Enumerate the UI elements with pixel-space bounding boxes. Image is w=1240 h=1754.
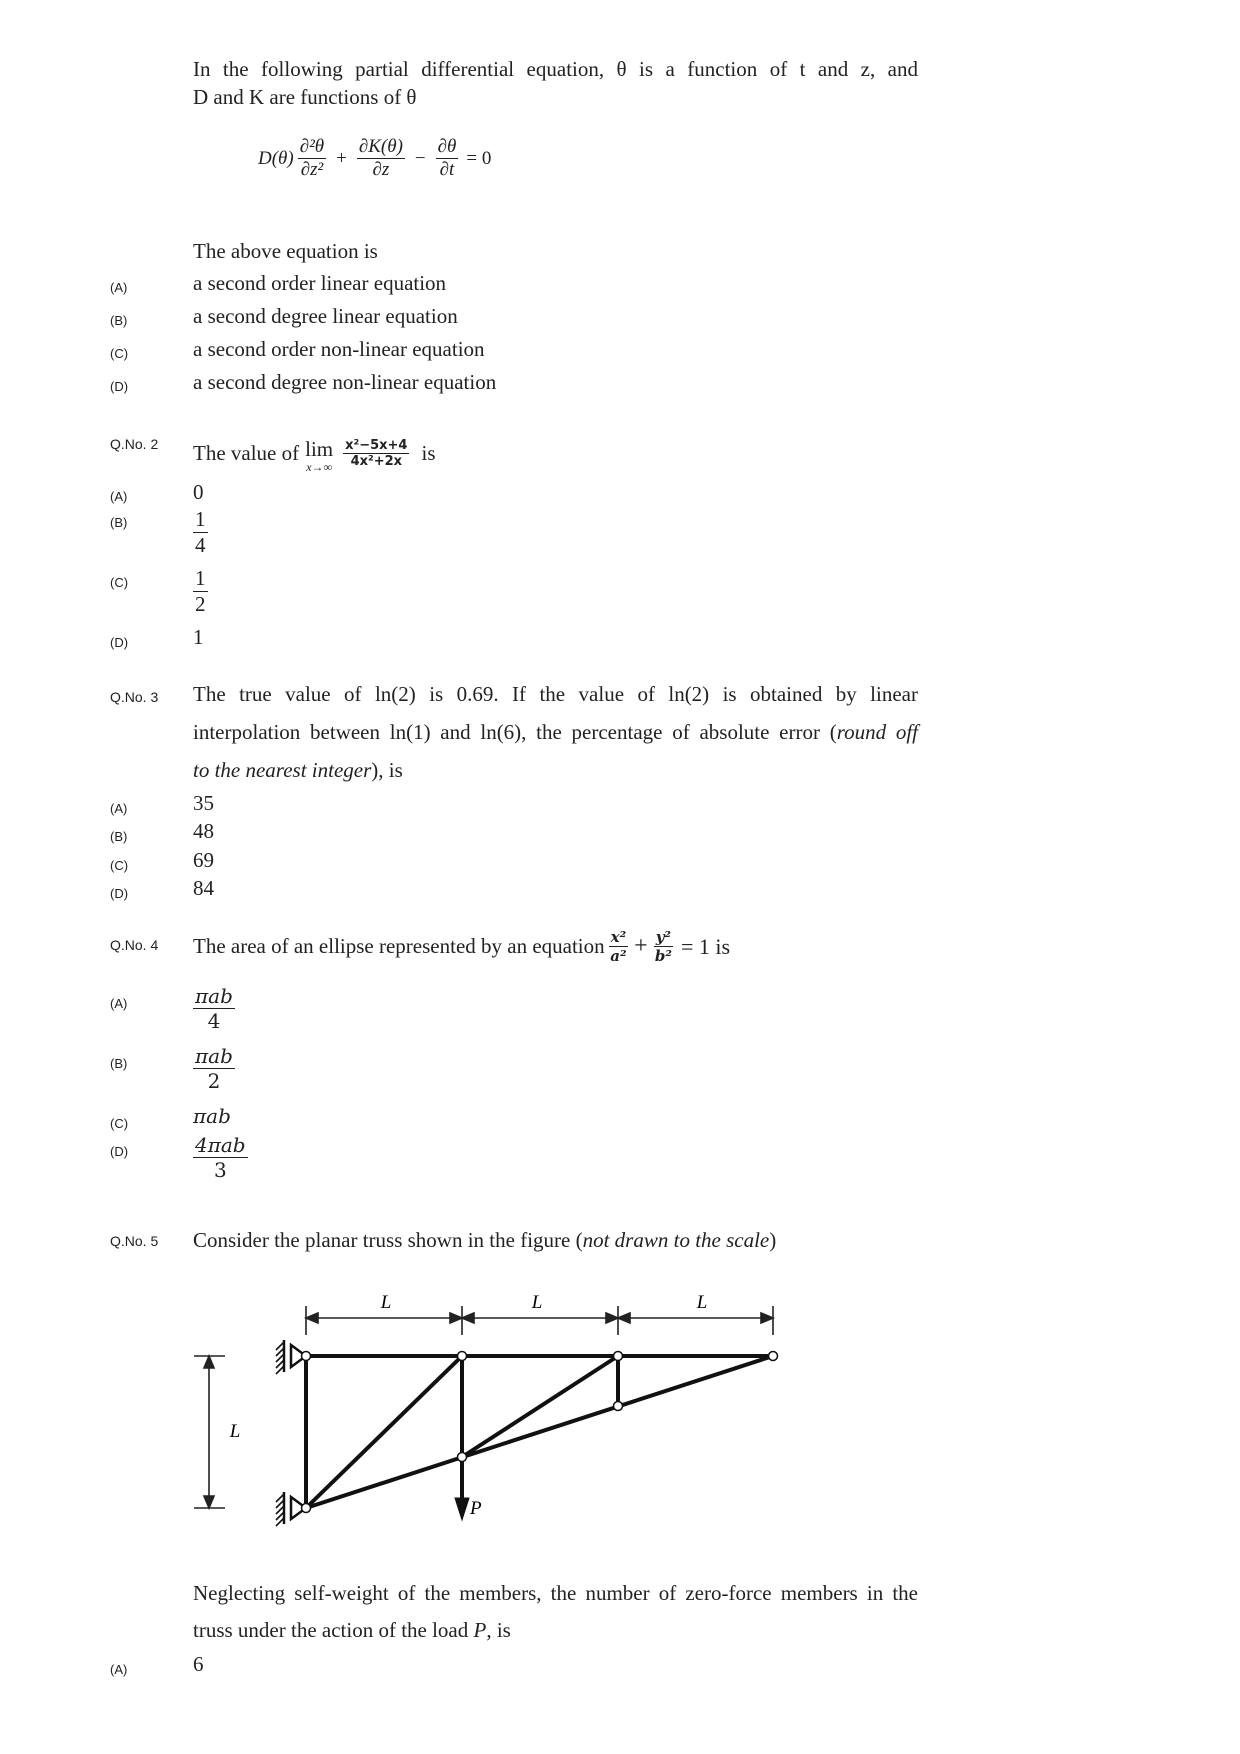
q4-number: Q.No. 4 (110, 937, 159, 953)
q1-option-d-label: (D) (110, 379, 129, 394)
dim-arrow-3l (618, 1313, 630, 1323)
q1-eq-minus: − (414, 147, 426, 169)
q3-option-c-label: (C) (110, 858, 129, 873)
q3-number: Q.No. 3 (110, 689, 159, 705)
joint-top-left (302, 1352, 311, 1361)
q1-eq-d-theta: D(θ) (258, 147, 294, 169)
q2-option-c-den: 2 (195, 592, 206, 616)
q4-option-d-den: 3 (213, 1158, 227, 1182)
q4-plus: + (634, 933, 648, 959)
q2-lim-sub: x→∞ (306, 460, 333, 474)
joint-top-right (614, 1352, 623, 1361)
q3-option-d-label: (D) (110, 886, 129, 901)
member-diagonal-2 (462, 1356, 618, 1457)
dim-arrow-1l (306, 1313, 318, 1323)
joint-bottom-right (614, 1402, 623, 1411)
q2-option-d-label: (D) (110, 635, 129, 650)
q1-option-a[interactable]: a second order linear equation (193, 271, 447, 295)
q1-option-c-label: (C) (110, 346, 129, 361)
q2-option-a-label: (A) (110, 489, 128, 504)
q4-option-b-label: (B) (110, 1056, 128, 1071)
q4-prefix: The area of an ellipse represented by an equation (193, 934, 605, 958)
q5-stem-italic: not drawn to the scale (582, 1228, 770, 1252)
q2-option-b-num: 1 (195, 507, 206, 531)
q3-line3-text: ), is (371, 758, 403, 782)
q5-after-line2-a: truss under the action of the load (193, 1618, 474, 1642)
q3-line2-italic: round off (836, 720, 919, 744)
q3-option-c[interactable]: 69 (193, 848, 214, 872)
q3-line2-text: interpolation between ln(1) and ln(6), the percentage of absolute error ( (193, 720, 837, 744)
load-label: P (470, 1498, 482, 1519)
q4-option-a-num: πab (195, 984, 233, 1008)
q3-option-b[interactable]: 48 (193, 819, 214, 843)
dim-label-3: L (696, 1292, 708, 1313)
dim-arrow-2l (462, 1313, 474, 1323)
q2-lim: lim (305, 437, 334, 461)
left-dim-arrow-bottom (204, 1496, 214, 1508)
q1-eq-frac3-num: ∂θ (437, 136, 457, 157)
q5-option-a[interactable]: 6 (193, 1652, 204, 1676)
load-arrow (455, 1457, 469, 1520)
left-dimension (194, 1356, 225, 1508)
q4-option-c-label: (C) (110, 1116, 129, 1131)
q1-intro-line1: In the following partial differential equation, θ is a function of t and z, and (193, 57, 918, 81)
q4-x-den: a² (610, 947, 627, 965)
q1-option-b-label: (B) (110, 313, 128, 328)
q2-option-b-label: (B) (110, 515, 128, 530)
q1-eq-plus: + (336, 147, 347, 169)
q4-option-a-label: (A) (110, 996, 128, 1011)
q4-y-den: b² (654, 947, 672, 965)
q3-option-d[interactable]: 84 (193, 876, 214, 900)
q5-stem-c: ) (769, 1228, 777, 1252)
q1-eq-frac2-den: ∂z (372, 159, 390, 180)
q2-number: Q.No. 2 (110, 436, 159, 452)
load-arrow-head (455, 1498, 469, 1520)
q1-option-c[interactable]: a second order non-linear equation (193, 337, 485, 361)
q5-option-a-label: (A) (110, 1662, 128, 1677)
q2-fraction-den: 4x²+2x (350, 453, 403, 469)
q1-stem: The above equation is (193, 239, 378, 263)
q3-option-a-label: (A) (110, 801, 128, 816)
q1-eq-frac3-den: ∂t (439, 159, 455, 180)
q5-after-line1: Neglecting self-weight of the members, the number of zero-force members in the (193, 1581, 918, 1605)
q2-suffix: is (421, 440, 436, 465)
q1-intro-line2: D and K are functions of θ (193, 85, 417, 109)
q4-option-c[interactable]: πab (193, 1104, 231, 1128)
q3-line3-italic: to the nearest integer (193, 758, 372, 782)
q3-option-a[interactable]: 35 (193, 791, 214, 815)
q2-option-b-den: 4 (195, 533, 206, 557)
q4-option-b-num: πab (195, 1044, 233, 1068)
q2-option-c-num: 1 (195, 566, 206, 590)
truss-members (306, 1356, 773, 1508)
dim-label-2: L (531, 1292, 543, 1313)
joint-bottom-mid (458, 1453, 467, 1462)
q3-option-b-label: (B) (110, 829, 128, 844)
q5-stem-a: Consider the planar truss shown in the figure ( (193, 1228, 583, 1252)
q4-option-a-den: 4 (207, 1009, 221, 1033)
q4-x-num: x² (610, 928, 627, 946)
q3-line1: The true value of ln(2) is 0.69. If the value of ln(2) is obtained by linear (193, 682, 918, 706)
joint-tip (769, 1352, 778, 1361)
q5-after-line2 (193, 1617, 511, 1643)
q5-number: Q.No. 5 (110, 1233, 159, 1249)
q5-after-line2-c: , is (486, 1618, 511, 1642)
q1-eq-equals-zero: = 0 (466, 147, 492, 169)
q1-option-b[interactable]: a second degree linear equation (193, 304, 458, 328)
dim-label-1: L (380, 1292, 392, 1313)
left-dim-arrow-top (204, 1356, 214, 1368)
q2-prefix: The value of (193, 440, 300, 465)
q4-y-num: y² (655, 928, 672, 946)
height-label: L (229, 1421, 241, 1442)
q1-option-a-label: (A) (110, 280, 128, 295)
q4-option-d-label: (D) (110, 1144, 129, 1159)
q4-option-d-num: 4πab (195, 1133, 246, 1157)
q1-eq-frac1-den: ∂z² (300, 159, 324, 180)
q2-option-c-label: (C) (110, 575, 129, 590)
q1-eq-frac1-num: ∂²θ (299, 136, 325, 157)
joint-bottom-left (302, 1504, 311, 1513)
joint-top-mid (458, 1352, 467, 1361)
q4-rhs: = 1 is (681, 933, 731, 959)
q2-fraction-num: x²−5x+4 (345, 437, 408, 453)
q4-option-b-den: 2 (207, 1069, 221, 1093)
q2-option-a[interactable]: 0 (193, 480, 204, 504)
q1-eq-frac2-num: ∂K(θ) (358, 136, 403, 157)
q2-option-d[interactable]: 1 (193, 625, 204, 649)
member-bottom-chord (306, 1356, 773, 1508)
q5-after-line2-italic: P (473, 1618, 487, 1642)
member-diagonal-1 (306, 1356, 462, 1508)
dim-arrow-3r (761, 1313, 773, 1323)
q1-option-d[interactable]: a second degree non-linear equation (193, 370, 497, 394)
